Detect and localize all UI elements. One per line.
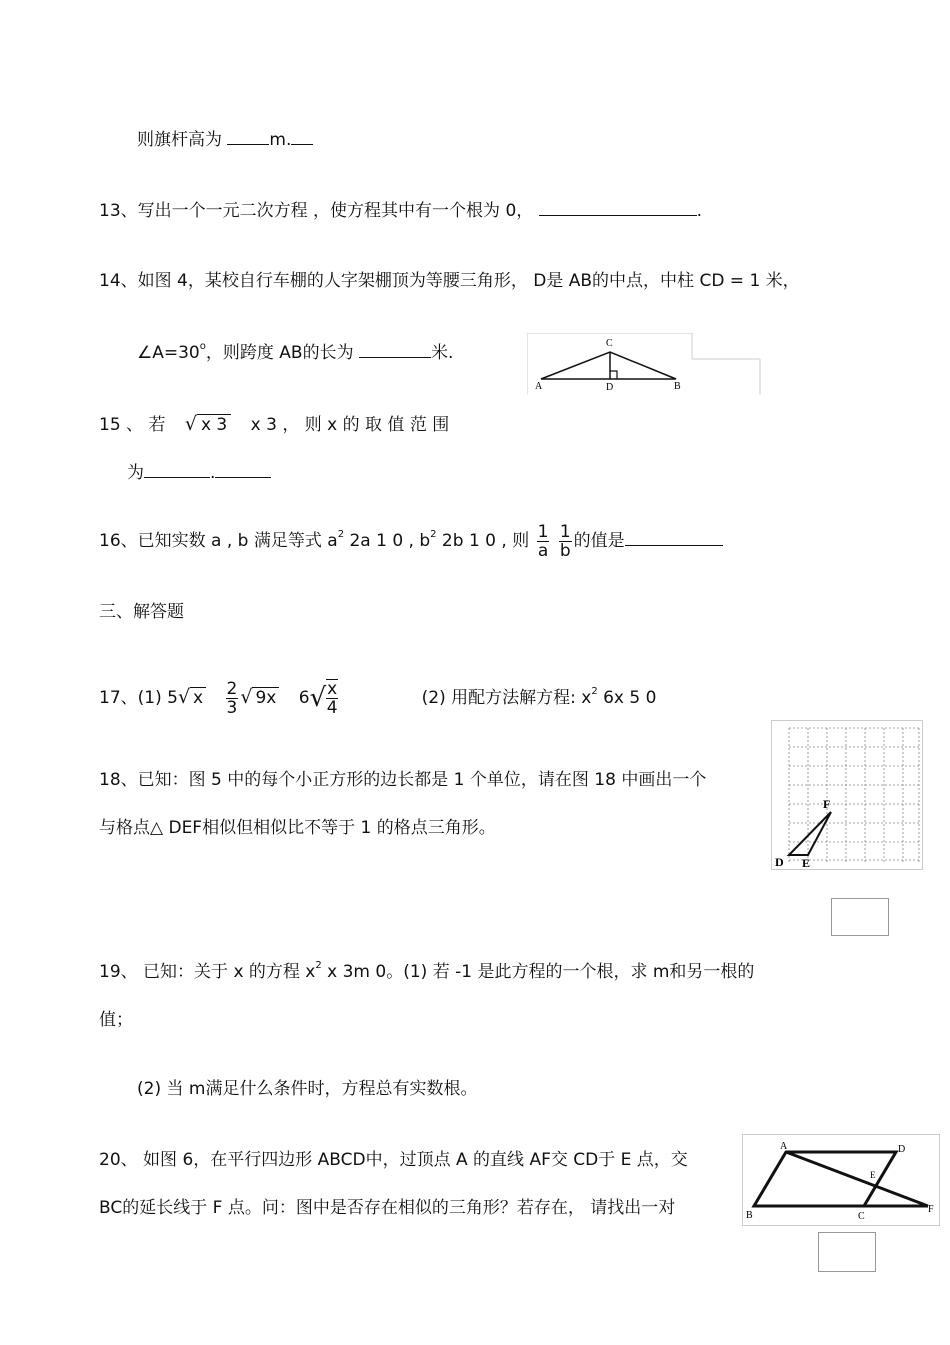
angle-text: ∠A=30	[137, 343, 200, 363]
fraction-1-over-b	[559, 523, 572, 560]
q17-part2: (2) 用配方法解方程: x	[421, 688, 592, 708]
fraction-2-3	[226, 680, 239, 717]
q12-tail	[137, 128, 313, 151]
question-20: 20、 如图 6，在平行四边形 ABCD中，过顶点 A 的直线 AF交 CD于 E 点，交	[99, 1150, 688, 1170]
label-F: F	[823, 797, 831, 811]
q17-part2-eq: 6x 5 0	[597, 688, 657, 708]
answer-blank[interactable]	[144, 461, 210, 478]
question-19-line2: 值；	[99, 1010, 133, 1030]
answer-blank[interactable]	[625, 529, 723, 546]
exp-2: 2	[430, 529, 437, 540]
radicand: x 3	[197, 414, 231, 435]
q16-eq2: 2b 1 0 , 则	[436, 531, 530, 551]
sqrt-expression: √ x 3	[185, 413, 231, 436]
blank-tail	[215, 461, 271, 478]
numerator: 2	[226, 678, 238, 699]
numerator: x	[327, 679, 338, 699]
q19-pre: 19、 已知：关于 x 的方程 x	[99, 962, 316, 982]
q16-eq1: 2a 1 0 , b	[344, 531, 431, 551]
exp-2: 2	[337, 529, 345, 540]
fraction-x-4	[326, 679, 338, 717]
q15-pre: 为	[127, 463, 144, 483]
coef-6: 6	[298, 688, 310, 708]
exp-2: 2	[315, 960, 322, 971]
radicand-9x: 9x	[252, 687, 279, 708]
denominator: 3	[226, 697, 238, 718]
denominator: a	[537, 540, 549, 561]
label-D: D	[606, 382, 614, 393]
q19-post: x 3m 0。(1) 若 -1 是此方程的一个根，求 m和另一根的	[321, 962, 755, 982]
question-13	[99, 199, 702, 222]
question-17: 17、(1) 5√ x $\frac{2}{3}$ √ 9x 6√ $\frac{x}{4}$ (2) 用配方法解方程: $x^2$ 6x 5 0	[99, 678, 657, 718]
question-18: 18、已知：图 5 中的每个小正方形的边长都是 1 个单位，请在图 18 中画出一个	[99, 770, 707, 790]
q15-dot: .	[210, 463, 216, 483]
q15-rest: x 3 ， 则 x 的 取 值 范 围	[250, 415, 450, 435]
numerator: 1	[559, 521, 571, 542]
q14-mid: ，则跨度 AB的长为	[205, 343, 354, 363]
answer-blank[interactable]	[539, 199, 697, 216]
q13-end: .	[696, 201, 703, 221]
blank-tail	[291, 128, 313, 145]
label-E: E	[802, 856, 811, 870]
denominator: b	[559, 540, 571, 561]
question-14	[99, 270, 800, 292]
label-B: B	[746, 1210, 753, 1221]
question-19-part2: (2) 当 m满足什么条件时，方程总有实数根。	[137, 1079, 478, 1099]
q17-pre: 17、(1) 5	[99, 688, 178, 708]
fraction-1-over-a	[537, 523, 550, 560]
question-18-line2: 与格点△ DEF相似但相似比不等于 1 的格点三角形。	[99, 818, 496, 838]
question-16	[99, 522, 723, 563]
q12-prefix: 则旗杆高为	[137, 130, 222, 150]
numerator: 1	[537, 521, 549, 542]
image-placeholder-box	[831, 898, 889, 936]
section-heading: 三、解答题	[99, 602, 184, 622]
q13-text: 13、写出一个一元二次方程 ，使方程其中有一个根为 0，	[99, 201, 534, 221]
label-C: C	[606, 338, 613, 349]
denominator: 4	[326, 698, 338, 718]
figure-5-grid	[771, 720, 923, 870]
question-15	[99, 413, 449, 436]
exp-2: 2	[591, 686, 598, 697]
question-14-line2	[137, 341, 453, 367]
image-placeholder-box	[818, 1232, 876, 1272]
label-F: F	[928, 1204, 934, 1215]
degree-mark: o	[199, 341, 206, 352]
q12-answer: m.	[269, 130, 292, 150]
question-20-line2: BC的延长线于 F 点。问：图中是否存在相似的三角形？若存在， 请找出一对	[99, 1198, 676, 1218]
q16-post: 的值是	[573, 531, 625, 551]
label-E: E	[870, 1170, 876, 1180]
q15-text: 15 、 若	[99, 415, 166, 435]
figure-6-parallelogram	[742, 1134, 940, 1226]
label-D: D	[898, 1144, 906, 1155]
label-A: A	[780, 1141, 788, 1152]
question-15-line2	[127, 461, 271, 484]
answer-blank[interactable]	[227, 128, 269, 145]
label-A: A	[535, 381, 543, 392]
label-C: C	[858, 1211, 865, 1222]
radicand-x: x	[190, 687, 206, 708]
label-D: D	[775, 855, 784, 869]
label-B: B	[674, 381, 681, 392]
q14-end: 米.	[430, 343, 454, 363]
question-19	[99, 961, 754, 986]
q16-pre: 16、已知实数 a , b 满足等式 a	[99, 531, 338, 551]
figure-4-triangle	[527, 333, 762, 397]
answer-blank[interactable]	[359, 341, 431, 358]
q14-text: 14、如图 4，某校自行车棚的人字架棚顶为等腰三角形， D是 AB的中点，中柱 CD = 1 米，	[99, 271, 800, 291]
